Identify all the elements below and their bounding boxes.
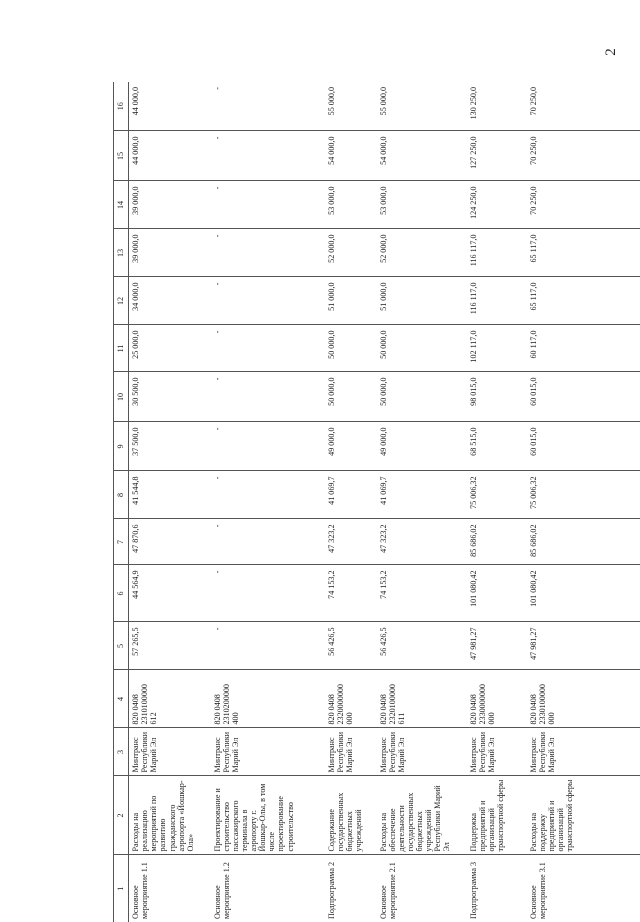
description-cell: Содержание государственных бюджетных учреждений (325, 776, 377, 855)
value-cell: 101 080,42 (527, 565, 640, 622)
value-cell: 39 000,0 (129, 229, 211, 277)
value-cell: 47 981,27 (467, 622, 527, 670)
description-cell: Расходы на обеспечение деятельности государственных бюджетных учреждений Республики Марий Эл (377, 776, 467, 855)
budget-code-cell: 820 0408 2330000000 000 (467, 670, 527, 728)
program-cell: Подпрограмма 2 (325, 855, 377, 922)
value-cell: 54 000,0 (325, 131, 377, 181)
value-cell: 47 323,2 (325, 519, 377, 565)
budget-code-cell: 820 0408 2310100000 612 (129, 670, 211, 728)
executor-cell: Минтранс Республики Марий Эл (527, 728, 640, 776)
description-cell: Расходы на поддержку предприятий и организаций транспортной сферы (527, 776, 640, 855)
column-number: 15 (114, 131, 129, 181)
value-cell: 116 117,0 (467, 229, 527, 277)
dash-value: - (213, 331, 222, 369)
value-cell: 75 006,32 (527, 471, 640, 519)
budget-code-cell: 820 0408 2320100000 611 (377, 670, 467, 728)
value-cell: 60 015,0 (527, 372, 640, 422)
value-cell: 47 323,2 (377, 519, 467, 565)
value-cell: 65 117,0 (527, 277, 640, 325)
dash-value: - (213, 428, 222, 468)
value-cell: 44 000,0 (129, 131, 211, 181)
value-cell: 55 000,0 (325, 82, 377, 131)
value-cell: 25 000,0 (129, 325, 211, 372)
value-cell: 70 250,0 (527, 82, 640, 131)
table-row (527, 82, 640, 922)
value-cell: 44 564,9 (129, 565, 211, 622)
value-cell: 127 250,0 (467, 131, 527, 181)
program-cell: Основное мероприятие 3.1 (527, 855, 640, 922)
dash-value: - (213, 378, 222, 419)
value-cell: 41 069,7 (325, 471, 377, 519)
program-cell: Основное мероприятие 1.2 (211, 855, 325, 922)
value-cell (211, 229, 325, 277)
value-cell: 51 000,0 (377, 277, 467, 325)
value-cell (211, 622, 325, 670)
table-row (211, 82, 325, 922)
value-cell: 50 000,0 (325, 372, 377, 422)
table-row (325, 82, 377, 922)
column-number: 6 (114, 565, 129, 622)
column-number: 12 (114, 277, 129, 325)
value-cell: 39 000,0 (129, 181, 211, 229)
value-cell: 98 015,0 (467, 372, 527, 422)
value-cell: 75 006,32 (467, 471, 527, 519)
budget-code-cell: 820 0408 2310200000 400 (211, 670, 325, 728)
value-cell: 53 000,0 (325, 181, 377, 229)
budget-code-cell: 820 0408 2320000000 000 (325, 670, 377, 728)
value-cell: 68 515,0 (467, 422, 527, 471)
description-cell: Поддержка предприятий и организаций транспортной сферы (467, 776, 527, 855)
value-cell: 51 000,0 (325, 277, 377, 325)
value-cell: 30 500,0 (129, 372, 211, 422)
value-cell (211, 181, 325, 229)
value-cell: 49 000,0 (377, 422, 467, 471)
value-cell: 47 870,6 (129, 519, 211, 565)
dash-value: - (213, 525, 222, 562)
value-cell: 41 544,8 (129, 471, 211, 519)
value-cell: 74 153,2 (377, 565, 467, 622)
dash-value: - (213, 187, 222, 226)
executor-cell: Минтранс Республики Марий Эл (467, 728, 527, 776)
column-number: 16 (114, 82, 129, 131)
value-cell: 70 250,0 (527, 131, 640, 181)
budget-table (113, 82, 640, 922)
value-cell (211, 277, 325, 325)
dash-value: - (213, 235, 222, 274)
column-number: 8 (114, 471, 129, 519)
column-number: 14 (114, 181, 129, 229)
executor-cell: Минтранс Республики Марий Эл (211, 728, 325, 776)
dash-value: - (213, 571, 222, 619)
value-cell: 37 500,0 (129, 422, 211, 471)
value-cell: 53 000,0 (377, 181, 467, 229)
value-cell: 124 250,0 (467, 181, 527, 229)
value-cell (211, 471, 325, 519)
value-cell: 74 153,2 (325, 565, 377, 622)
executor-cell: Минтранс Республики Марий Эл (325, 728, 377, 776)
budget-code-cell: 820 0408 2330100000 000 (527, 670, 640, 728)
dash-value: - (213, 137, 222, 178)
dash-value: - (213, 628, 222, 667)
value-cell (211, 422, 325, 471)
column-number: 3 (114, 728, 129, 776)
value-cell: 102 117,0 (467, 325, 527, 372)
value-cell: 34 000,0 (129, 277, 211, 325)
program-cell: Основное мероприятие 2.1 (377, 855, 467, 922)
dash-value: - (213, 87, 222, 128)
value-cell: 47 981,27 (527, 622, 640, 670)
column-number: 11 (114, 325, 129, 372)
column-number: 1 (114, 855, 129, 922)
value-cell (211, 565, 325, 622)
value-cell: 50 000,0 (377, 372, 467, 422)
value-cell (211, 82, 325, 131)
value-cell: 130 250,0 (467, 82, 527, 131)
value-cell: 41 069,7 (377, 471, 467, 519)
dash-value: - (213, 283, 222, 322)
column-number: 4 (114, 670, 129, 728)
table-row (467, 82, 527, 922)
value-cell (211, 131, 325, 181)
value-cell: 65 117,0 (527, 229, 640, 277)
executor-cell: Минтранс Республики Марий Эл (377, 728, 467, 776)
value-cell: 52 000,0 (325, 229, 377, 277)
value-cell (211, 372, 325, 422)
column-number: 13 (114, 229, 129, 277)
value-cell (211, 519, 325, 565)
value-cell: 70 250,0 (527, 181, 640, 229)
value-cell: 57 265,5 (129, 622, 211, 670)
program-cell: Подпрограмма 3 (467, 855, 527, 922)
value-cell: 44 000,0 (129, 82, 211, 131)
value-cell: 101 080,42 (467, 565, 527, 622)
dash-value: - (213, 477, 222, 516)
value-cell (211, 325, 325, 372)
value-cell: 85 686,02 (467, 519, 527, 565)
value-cell: 50 000,0 (377, 325, 467, 372)
column-number: 10 (114, 372, 129, 422)
table-header (114, 82, 129, 922)
column-number: 2 (114, 776, 129, 855)
value-cell: 55 000,0 (377, 82, 467, 131)
column-number: 7 (114, 519, 129, 565)
value-cell: 60 015,0 (527, 422, 640, 471)
value-cell: 50 000,0 (325, 325, 377, 372)
value-cell: 116 117,0 (467, 277, 527, 325)
column-number-row (114, 82, 129, 922)
description-cell: Проектирование и строительство пассажирского терминала в аэропорту г. Йошкар-Олы, в том числе проектирование строительство (211, 776, 325, 855)
rotated-table-container (113, 82, 640, 922)
table-row (377, 82, 467, 922)
value-cell: 85 686,02 (527, 519, 640, 565)
column-number: 5 (114, 622, 129, 670)
table-row (129, 82, 211, 922)
column-number: 9 (114, 422, 129, 471)
value-cell: 56 426,5 (325, 622, 377, 670)
value-cell: 56 426,5 (377, 622, 467, 670)
value-cell: 52 000,0 (377, 229, 467, 277)
executor-cell: Минтранс Республики Марий Эл (129, 728, 211, 776)
description-cell: Расходы на реализацию мероприятий по развитию гражданского аэропорта «Йошкар-Ола» (129, 776, 211, 855)
value-cell: 60 117,0 (527, 325, 640, 372)
value-cell: 54 000,0 (377, 131, 467, 181)
program-cell: Основное мероприятие 1.1 (129, 855, 211, 922)
value-cell: 49 000,0 (325, 422, 377, 471)
page-number: 2 (601, 42, 621, 62)
